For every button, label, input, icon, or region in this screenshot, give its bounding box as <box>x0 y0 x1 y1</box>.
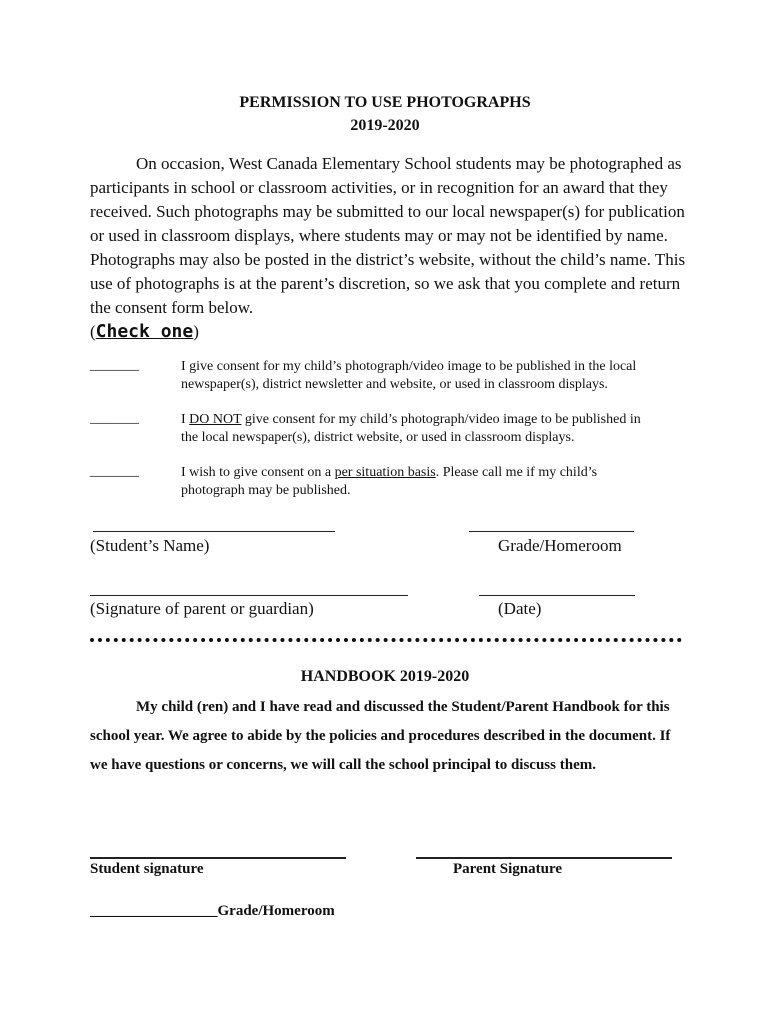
parent-signature-label: (Signature of parent or guardian) <box>90 599 314 618</box>
parent-signature-label-handbook: Parent Signature <box>453 861 563 877</box>
date-line[interactable] <box>479 595 635 596</box>
option-1-text: I give consent for my child’s photograph/video image to be published in the local newspaper(s), district newsletter and website, or used in classroom displays. <box>181 359 637 392</box>
student-name-line[interactable] <box>93 531 335 532</box>
handbook-paragraph-text: My child (ren) and I have read and discussed the Student/Parent Handbook for this school year. We agree to abide by the policies and procedures described in the document. If we have questions or concerns, we will call the school principal to discuss them. <box>90 699 671 773</box>
option-3-text: I wish to give consent on a per situation basis. Please call me if my child’s photograph may be published. <box>181 465 598 498</box>
parent-signature-line-handbook[interactable] <box>416 857 672 859</box>
student-signature-label: Student signature <box>90 861 204 877</box>
handbook-grade-homeroom[interactable]: _________________Grade/Homeroom <box>90 903 335 919</box>
permission-year: 2019-2020 <box>350 117 420 134</box>
do-not-emphasis: DO NOT <box>189 412 242 427</box>
student-name-label: (Student’s Name) <box>90 536 210 555</box>
option-3-blank[interactable]: _______ <box>90 464 139 479</box>
permission-paragraph <box>90 152 690 320</box>
student-signature-line[interactable] <box>90 857 346 859</box>
permission-title: PERMISSION TO USE PHOTOGRAPHS <box>239 94 531 111</box>
option-2-blank[interactable]: _______ <box>90 411 139 426</box>
section-divider <box>90 638 682 642</box>
option-2-text: I DO NOT give consent for my child’s photograph/video image to be published in the local newspaper(s), district website, or used in classroom displays. <box>181 412 641 445</box>
grade-homeroom-label: Grade/Homeroom <box>498 536 622 555</box>
parent-signature-line[interactable] <box>90 595 408 596</box>
permission-paragraph-text: On occasion, West Canada Elementary School students may be photographed as participants in school or classroom activities, or in recognition for an award that they received. Such photographs may be submitted to our local newspaper(s) for publication or used in classroom displays, where students may or may not be identified by name. Photographs may also be posted in the district’s website, without the child’s name. This use of photographs is at the parent’s discretion, so we ask that you complete and return the consent form below. <box>90 154 686 317</box>
check-one-label: Check one <box>95 321 194 342</box>
option-1-blank[interactable]: _______ <box>90 358 139 373</box>
date-label: (Date) <box>498 599 542 618</box>
handbook-title: HANDBOOK 2019-2020 <box>300 668 470 685</box>
grade-homeroom-line[interactable] <box>469 531 634 532</box>
per-situation-emphasis: per situation basis <box>334 465 436 480</box>
handbook-paragraph <box>90 693 690 780</box>
check-one-instruction: (Check one) <box>90 321 199 342</box>
